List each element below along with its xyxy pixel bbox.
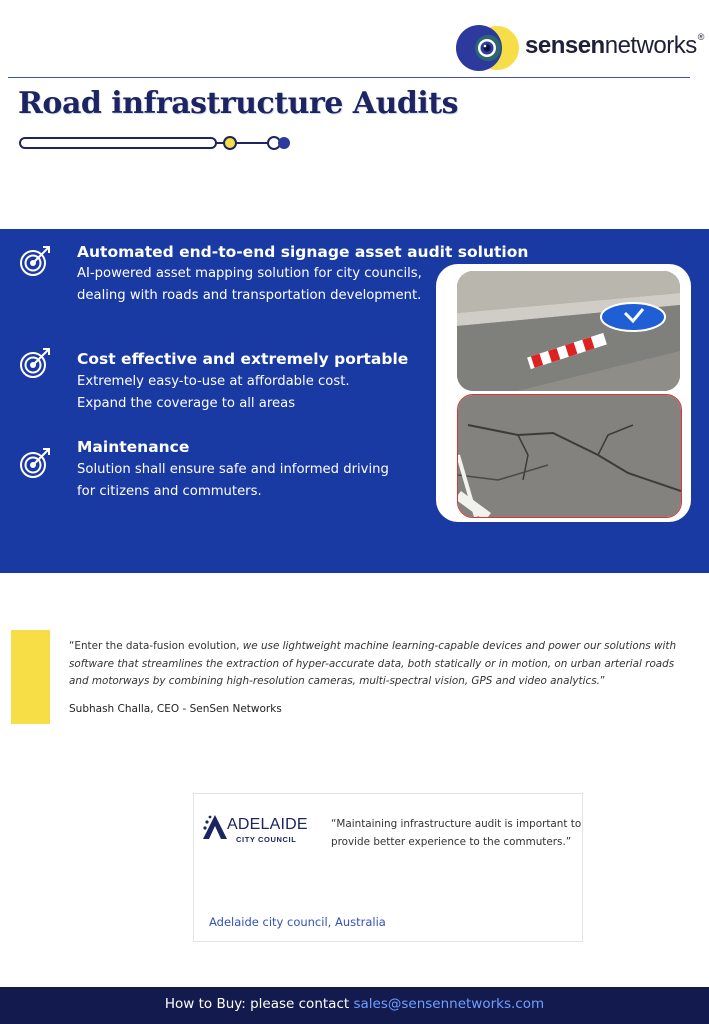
features-panel bbox=[0, 229, 709, 573]
photo-frame bbox=[436, 264, 691, 522]
quote-author: Subhash Challa, CEO - SenSen Networks bbox=[69, 703, 282, 715]
ceo-quote: “Enter the data-fusion evolution, we use lightweight machine learning-capable devices and power our solutions with software that streamlines the extraction of hyper-accurate data, both statically or in motion, on urban arterial roads and motorways by combining high-resolution cameras, multi-spectral vision, GPS and video analytics.” bbox=[69, 640, 677, 687]
feature-description-line: Expand the coverage to all areas bbox=[77, 396, 296, 411]
brand-logo bbox=[455, 22, 704, 72]
feature-title: Cost effective and extremely portable bbox=[77, 350, 409, 368]
header-divider bbox=[8, 77, 690, 78]
title-decoration-icon bbox=[18, 132, 298, 154]
testimonial-card bbox=[193, 793, 583, 942]
testimonial-source: Adelaide city council, Australia bbox=[209, 915, 386, 929]
adelaide-a-icon bbox=[202, 814, 228, 840]
feature-description-line: dealing with roads and transportation development. bbox=[77, 288, 422, 303]
target-arrow-icon bbox=[18, 346, 52, 380]
feature-title: Automated end-to-end signage asset audit solution bbox=[77, 243, 529, 261]
quote-accent-bar bbox=[11, 630, 50, 724]
page-title: Road infrastructure Audits bbox=[18, 86, 459, 121]
feature-title: Maintenance bbox=[77, 438, 190, 456]
feature-description-line: Extremely easy-to-use at affordable cost. bbox=[77, 374, 350, 389]
feature-description-line: AI-powered asset mapping solution for city councils, bbox=[77, 266, 422, 281]
footer-label: How to Buy: please contact bbox=[164, 996, 354, 1012]
cracked-road-photo bbox=[457, 394, 682, 518]
road-sign-photo bbox=[457, 271, 680, 391]
footer-bar bbox=[0, 987, 709, 1024]
adelaide-logo: ADELAIDE CITY COUNCIL bbox=[202, 814, 307, 846]
feature-description-line: Solution shall ensure safe and informed driving bbox=[77, 462, 389, 477]
feature-description-line: for citizens and commuters. bbox=[77, 484, 262, 499]
brand-wordmark: sensennetworks® bbox=[525, 32, 704, 59]
sales-email-link[interactable]: sales@sensennetworks.com bbox=[353, 996, 545, 1012]
testimonial-quote: “Maintaining infrastructure audit is important to provide better experience to the commuters.” bbox=[331, 818, 582, 848]
target-arrow-icon bbox=[18, 446, 52, 480]
target-arrow-icon bbox=[18, 244, 52, 278]
eye-logo-icon bbox=[455, 24, 521, 72]
